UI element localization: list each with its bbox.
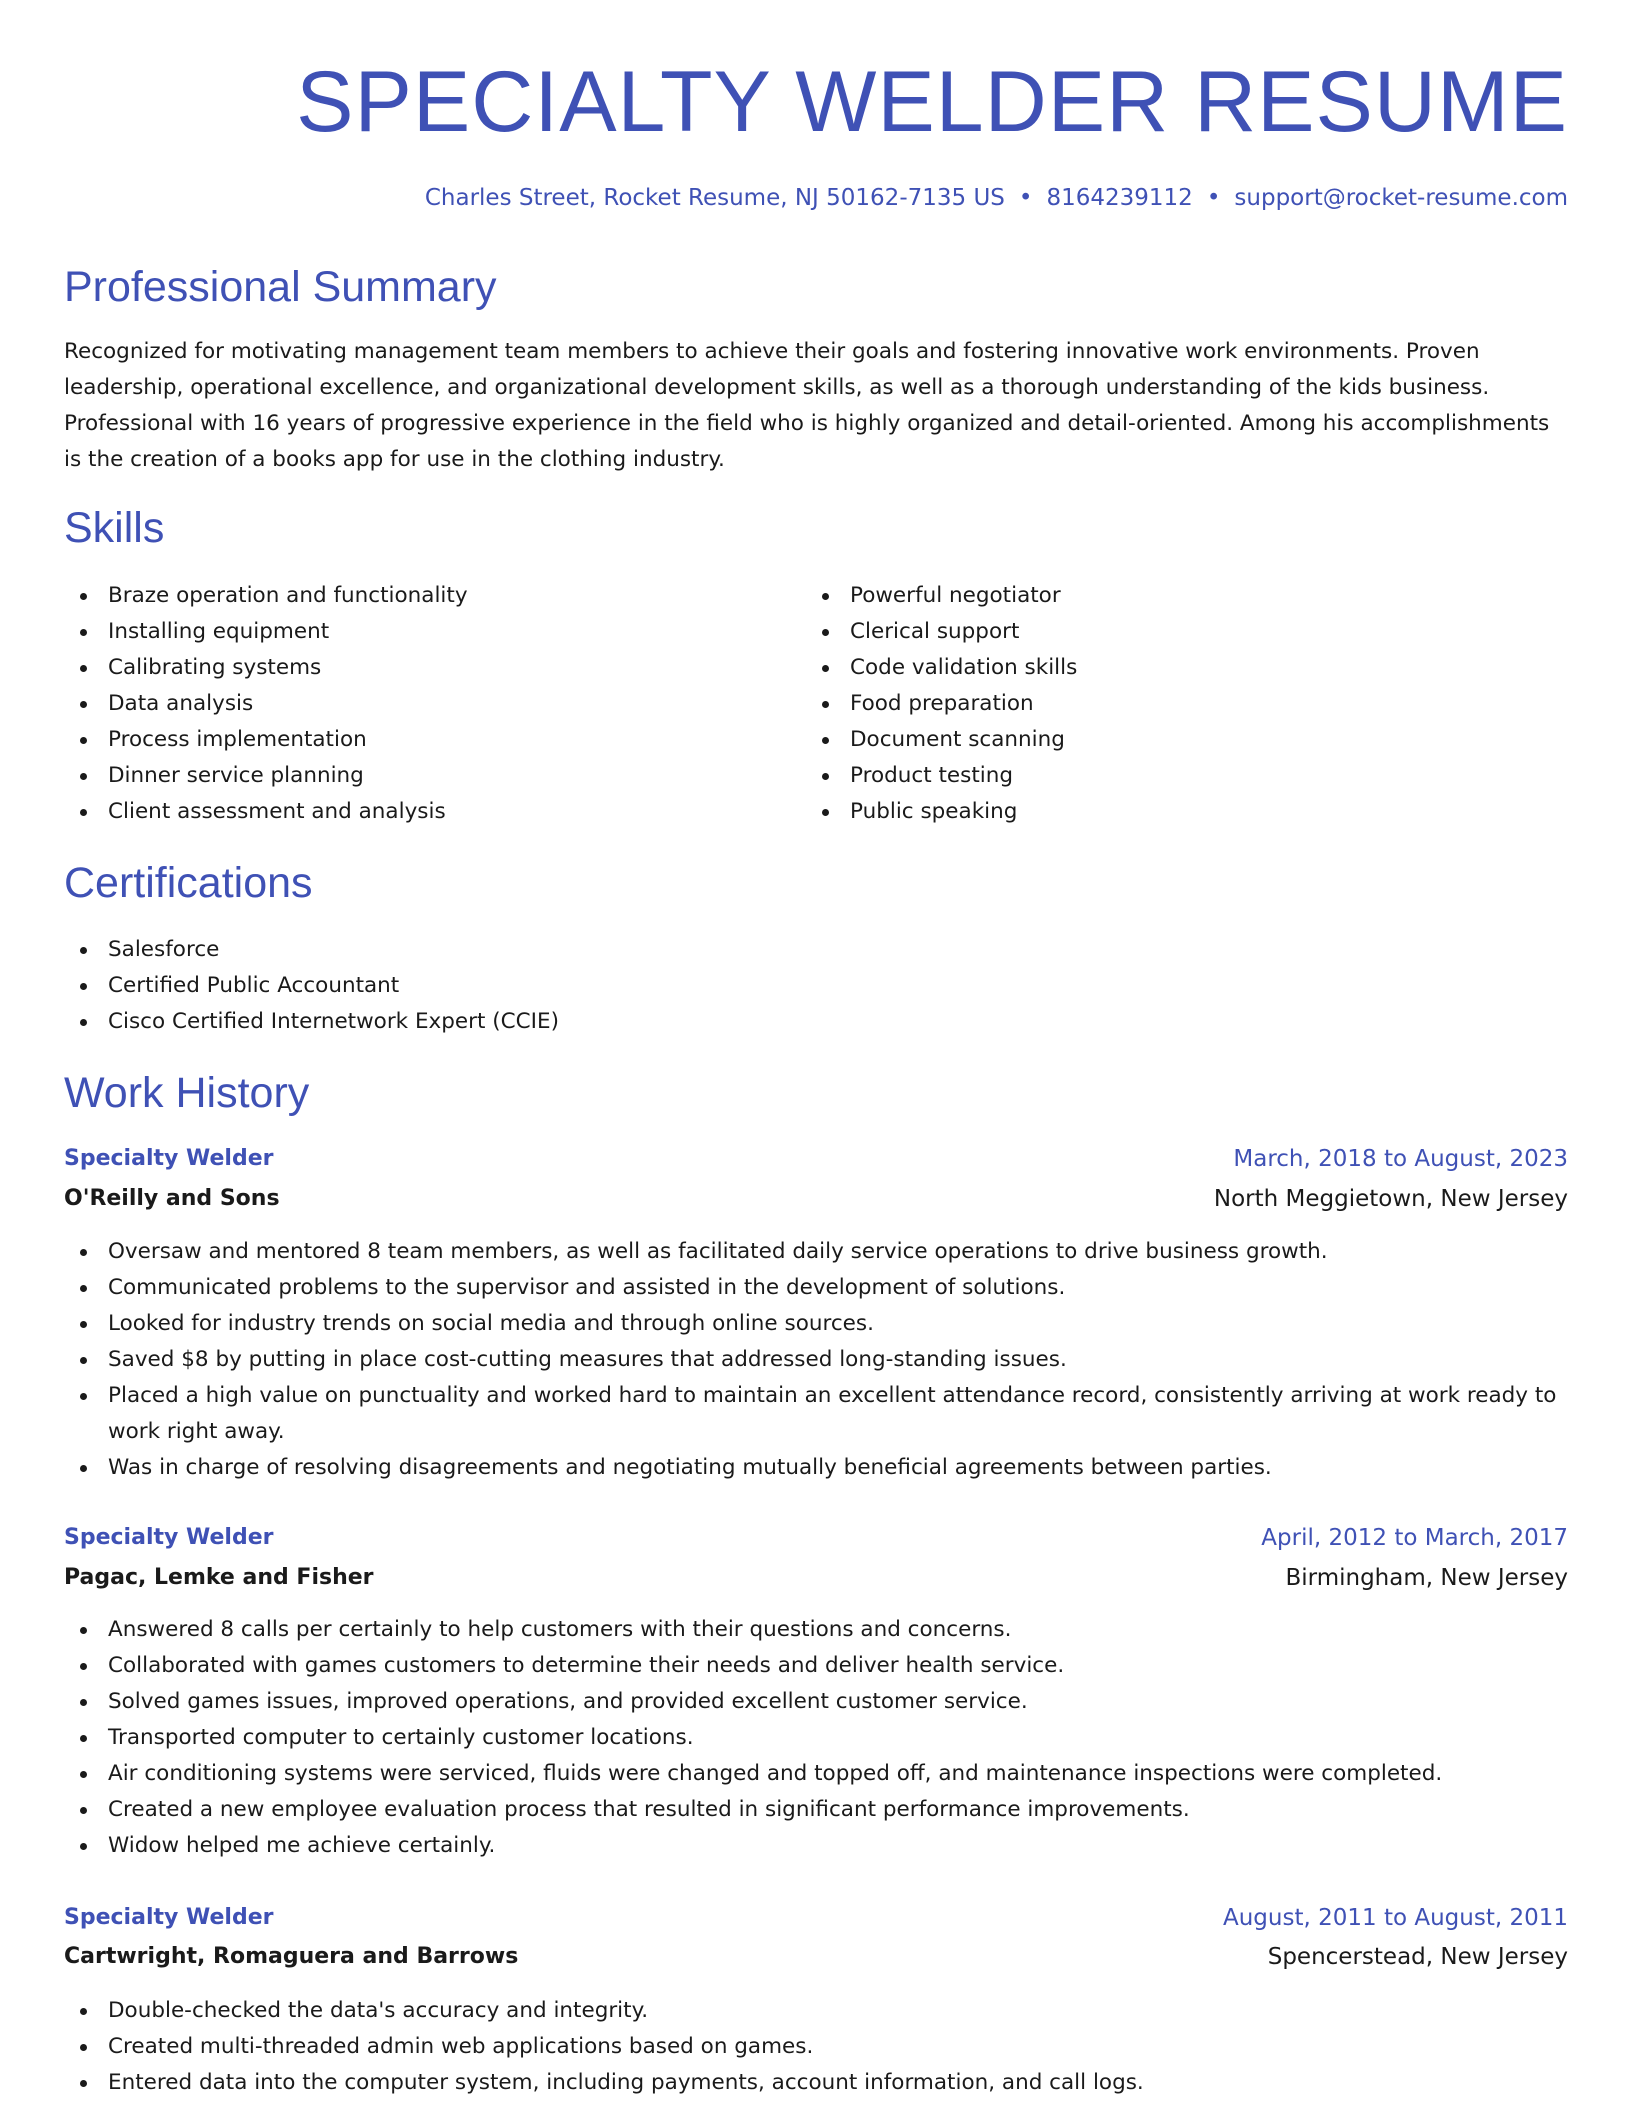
list-item: Double-checked the data's accuracy and integrity. <box>64 1993 1568 2029</box>
job-location: North Meggietown, New Jersey <box>1213 1186 1568 1212</box>
job-dates: April, 2012 to March, 2017 <box>1261 1525 1568 1551</box>
list-item: Data analysis <box>64 686 804 722</box>
job-bullet-list <box>64 1234 1568 1486</box>
contact-info <box>425 180 1568 216</box>
job-bullets <box>64 1234 1568 1486</box>
job-location: Birmingham, New Jersey <box>1285 1565 1568 1591</box>
job-dates: March, 2018 to August, 2023 <box>1233 1146 1568 1172</box>
list-item: Cisco Certified Internetwork Expert (CCIE) <box>64 1004 1568 1040</box>
job-header <box>64 1519 1568 1557</box>
list-item: Code validation skills <box>806 650 1546 686</box>
list-item: Collaborated with games customers to determine their needs and deliver health service. <box>64 1648 1568 1684</box>
job-company: Cartwright, Romaguera and Barrows <box>64 1944 519 1969</box>
skills-list-right <box>806 578 1546 830</box>
skills-heading: Skills <box>64 504 165 552</box>
list-item: Answered 8 calls per certainly to help customers with their questions and concerns. <box>64 1612 1568 1648</box>
job-subheader <box>64 1559 1568 1597</box>
list-item: Clerical support <box>806 614 1546 650</box>
summary-heading: Professional Summary <box>64 263 497 311</box>
job-company: O'Reilly and Sons <box>64 1186 280 1211</box>
skills-column-left <box>64 578 804 830</box>
list-item: Installing equipment <box>64 614 804 650</box>
list-item: Calibrating systems <box>64 650 804 686</box>
list-item: Process implementation <box>64 722 804 758</box>
job-bullets <box>64 1612 1568 1864</box>
list-item: Looked for industry trends on social media and through online sources. <box>64 1306 1568 1342</box>
job-subheader <box>64 1180 1568 1218</box>
job-subheader <box>64 1938 1568 1976</box>
contact-address: Charles Street, Rocket Resume, NJ 50162-7135 US <box>424 185 1005 211</box>
job-title: Specialty Welder <box>64 1905 274 1930</box>
list-item: Public speaking <box>806 794 1546 830</box>
skills-list-left <box>64 578 804 830</box>
job-bullet-list <box>64 1612 1568 1864</box>
job-bullet-list <box>64 1993 1568 2101</box>
job-header <box>64 1899 1568 1937</box>
contact-separator: • <box>1206 185 1221 211</box>
resume-title: SPECIALTY WELDER RESUME <box>296 54 1568 150</box>
job-header <box>64 1140 1568 1178</box>
job-company: Pagac, Lemke and Fisher <box>64 1565 374 1590</box>
contact-separator: • <box>1018 185 1033 211</box>
list-item: Saved $8 by putting in place cost-cutting measures that addressed long-standing issues. <box>64 1342 1568 1378</box>
job-location: Spencerstead, New Jersey <box>1267 1944 1568 1970</box>
list-item: Created a new employee evaluation process that resulted in significant performance improvements. <box>64 1792 1568 1828</box>
job-bullets <box>64 1993 1568 2101</box>
job-title: Specialty Welder <box>64 1525 274 1550</box>
list-item: Powerful negotiator <box>806 578 1546 614</box>
list-item: Widow helped me achieve certainly. <box>64 1828 1568 1864</box>
list-item: Product testing <box>806 758 1546 794</box>
contact-phone: 8164239112 <box>1046 185 1193 211</box>
certifications-block <box>64 932 1568 1040</box>
contact-email: support@rocket-resume.com <box>1234 185 1568 211</box>
certifications-list <box>64 932 1568 1040</box>
list-item: Certified Public Accountant <box>64 968 1568 1004</box>
job-dates: August, 2011 to August, 2011 <box>1223 1905 1568 1931</box>
work-history-heading: Work History <box>64 1069 310 1117</box>
job-title: Specialty Welder <box>64 1146 274 1171</box>
list-item: Client assessment and analysis <box>64 794 804 830</box>
list-item: Placed a high value on punctuality and worked hard to maintain an excellent attendance record, consistently arriving at work ready to work right away. <box>64 1378 1568 1450</box>
list-item: Was in charge of resolving disagreements and negotiating mutually beneficial agreements between parties. <box>64 1450 1568 1486</box>
list-item: Air conditioning systems were serviced, fluids were changed and topped off, and maintenance inspections were completed. <box>64 1756 1568 1792</box>
list-item: Oversaw and mentored 8 team members, as well as facilitated daily service operations to drive business growth. <box>64 1234 1568 1270</box>
list-item: Communicated problems to the supervisor and assisted in the development of solutions. <box>64 1270 1568 1306</box>
skills-column-right <box>806 578 1546 830</box>
list-item: Salesforce <box>64 932 1568 968</box>
list-item: Solved games issues, improved operations, and provided excellent customer service. <box>64 1684 1568 1720</box>
list-item: Braze operation and functionality <box>64 578 804 614</box>
certifications-heading: Certifications <box>64 859 313 907</box>
list-item: Document scanning <box>806 722 1546 758</box>
list-item: Transported computer to certainly customer locations. <box>64 1720 1568 1756</box>
list-item: Food preparation <box>806 686 1546 722</box>
list-item: Created multi-threaded admin web applications based on games. <box>64 2029 1568 2065</box>
summary-text: Recognized for motivating management team members to achieve their goals and fostering innovative work environments. Proven leadership, operational excellence, and organizational development skills, as well as a thorough understanding of the kids business. Professional with 16 years of progressive experience in the field who is highly organized and detail-oriented. Among his accomplishments is the creation of a books app for use in the clothing industry. <box>64 339 1550 472</box>
list-item: Dinner service planning <box>64 758 804 794</box>
list-item: Entered data into the computer system, including payments, account information, and call logs. <box>64 2065 1568 2101</box>
